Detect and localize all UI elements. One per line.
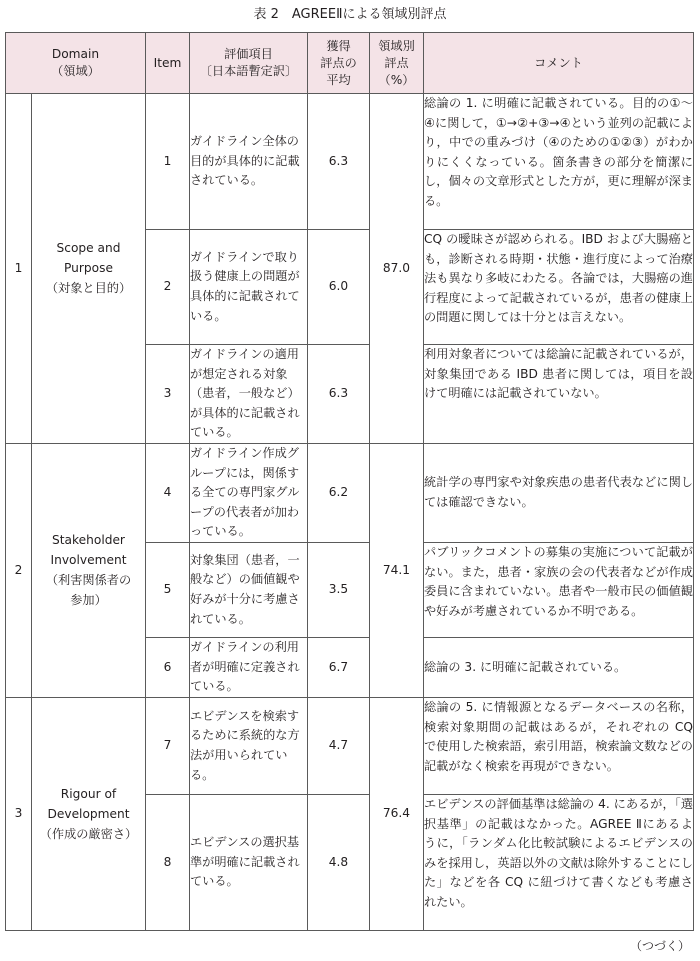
header-domain: Domain （領域） [6,33,146,94]
item-number: 7 [146,697,190,794]
header-item: Item [146,33,190,94]
domain-number: 1 [6,94,32,444]
header-row [6,33,694,94]
item-average: 6.2 [308,443,370,542]
item-text: ガイドラインの適用が想定される対象（患者，一般など）が具体的に記載されている。 [190,345,308,444]
item-text: ガイドラインの利用者が明確に定義されている。 [190,637,308,697]
item-text: ガイドライン全体の目的が具体的に記載されている。 [190,94,308,230]
item-average: 6.3 [308,345,370,444]
item-average: 6.3 [308,94,370,230]
item-number: 4 [146,443,190,542]
header-domain-score: 領域別 評点 （%） [370,33,424,94]
item-comment: 利用対象者については総論に記載されているが，対象集団である IBD 患者に関しては，項目を設けて明確には記載されていない。 [424,345,694,444]
continued-note: （つづく） [629,939,690,953]
header-evaluation: 評価項目 〔日本語暫定訳〕 [190,33,308,94]
item-number: 3 [146,345,190,444]
table-row [6,94,694,230]
item-comment: 総論の 5. に情報源となるデータベースの名称，検索対象期間の記載はあるが，それぞれの CQ で使用した検索語，索引用語，検索論文数などの記載がなく検索を再現ができない。 [424,697,694,794]
header-comment: コメント [424,33,694,94]
item-text: エビデンスの選択基準が明確に記載されている。 [190,794,308,930]
item-number: 6 [146,637,190,697]
item-comment: エビデンスの評価基準は総論の 4. にあるが，「選択基準」の記載はなかった。AGREE Ⅱにあるように，「ランダム化比較試験によるエビデンスのみを採用し，英語以外の文献は除外することにした」などを各 CQ に紐づけて書くなども考慮されたい。 [424,794,694,930]
table-row [6,443,694,542]
item-comment: 総論の 3. に明確に記載されている。 [424,637,694,697]
domain-score: 87.0 [370,94,424,444]
agree-table [5,32,694,931]
table-caption: 表 2 AGREEⅡによる領域別評点 [253,7,447,22]
domain-number: 2 [6,443,32,697]
item-text: エビデンスを検索するために系統的な方法が用いられている。 [190,697,308,794]
item-text: ガイドライン作成グループには，関係する全ての専門家グループの代表者が加わっている。 [190,443,308,542]
domain-number: 3 [6,697,32,930]
item-comment: 総論の 1. に明確に記載されている。目的の①〜④に関して，①→②+③→④という並列の記載により，中での重みづけ（④のための①②③）がわかりにくくなっている。箇条書きの部分を簡潔にし，個々の文章形式とした方が，更に理解が深まる。 [424,94,694,230]
item-comment: CQ の曖昧さが認められる。IBD および大腸癌とも，診断される時期・状態・進行度によって治療法も異なり多岐にわたる。各論では，大腸癌の進行程度によって記載されているが，患者の健康上の問題に関しては十分とは言えない。 [424,230,694,345]
item-comment: 統計学の専門家や対象疾患の患者代表などに関しては確認できない。 [424,443,694,542]
domain-name: Rigour of Development （作成の厳密さ） [32,697,146,930]
item-number: 5 [146,542,190,637]
item-comment: パブリックコメントの募集の実施について記載がない。また，患者・家族の会の代表者などが作成委員に含まれていない。患者や一般市民の価値観や好みが考慮されているか不明である。 [424,542,694,637]
item-average: 4.7 [308,697,370,794]
item-average: 3.5 [308,542,370,637]
item-number: 2 [146,230,190,345]
table-row [6,697,694,794]
domain-score: 76.4 [370,697,424,930]
item-average: 6.0 [308,230,370,345]
domain-name: Scope and Purpose （対象と目的） [32,94,146,444]
item-average: 6.7 [308,637,370,697]
header-score: 獲得 評点の 平均 [308,33,370,94]
item-number: 8 [146,794,190,930]
domain-name: Stakeholder Involvement （利害関係者の 参加） [32,443,146,697]
domain-score: 74.1 [370,443,424,697]
item-text: ガイドラインで取り扱う健康上の問題が具体的に記載されている。 [190,230,308,345]
item-number: 1 [146,94,190,230]
item-text: 対象集団（患者，一般など）の価値観や好みが十分に考慮されている。 [190,542,308,637]
item-average: 4.8 [308,794,370,930]
